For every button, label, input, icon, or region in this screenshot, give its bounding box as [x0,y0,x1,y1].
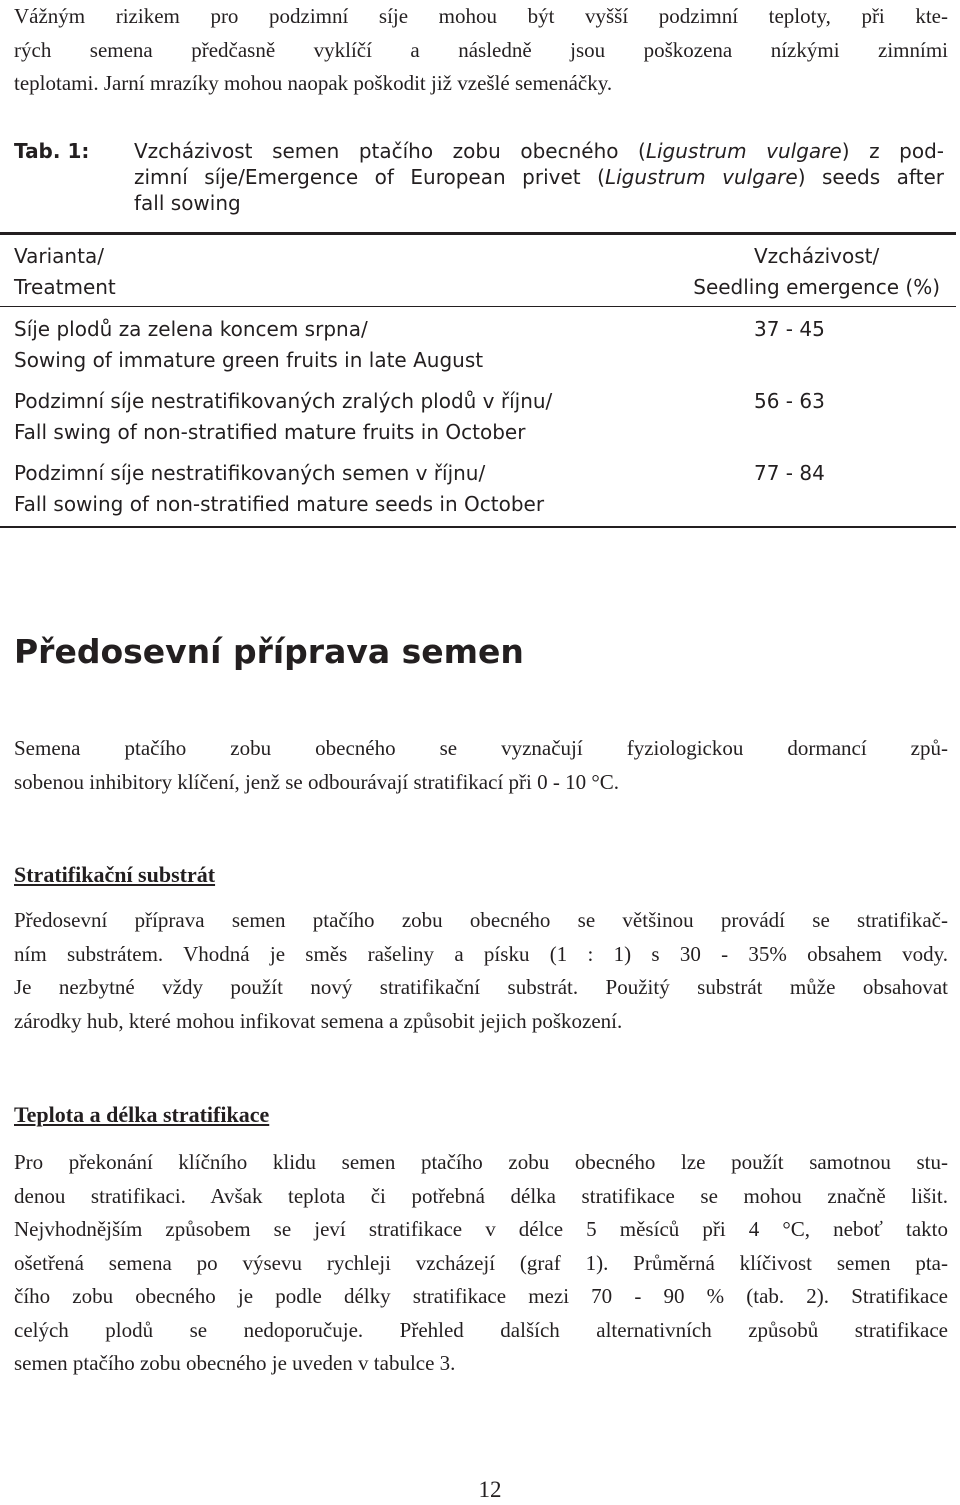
row-treatment: Síje plodů za zelena koncem srpna/ Sowing of immature green fruits in late August [14,317,484,372]
table-label: Tab. 1: [14,139,90,163]
table-top-rule [0,232,956,235]
text-line: Vážným rizikem pro podzimní síje mohou být vyšší podzimní teploty, při kte- [14,4,948,28]
row-treatment: Podzimní síje nestratifikovaných zralých plodů v říjnu/ Fall swing of non-stratified mature fruits in October [14,389,553,444]
table-header-rule [0,306,956,307]
subsection-paragraph [14,1146,948,1381]
text-line: rých semena předčasně vyklíčí a následně jsou poškozena nízkými zimními [14,37,948,62]
row-value: 37 - 45 [754,317,825,341]
section-title: Předosevní příprava semen [14,632,524,671]
table-header [14,241,956,303]
row-treatment: Podzimní síje nestratifikovaných semen v říjnu/ Fall sowing of non-stratified mature seeds in October [14,461,545,516]
subsection-heading: Stratifikační substrát [14,862,216,887]
subsection-heading: Teplota a délka stratifikace [14,1102,270,1127]
header-treatment: Varianta/ Treatment [14,244,116,299]
text-line: čího zobu obecného je podle délky stratifikace mezi 70 - 90 % (tab. 2). Stratifikace [14,1284,948,1308]
text-line: celých plodů se nedoporučuje. Přehled dalších alternativních způsobů stratifikace [14,1317,948,1342]
text-line: Nejvhodnějším způsobem se jeví stratifikace v délce 5 měsíců při 4 °C, neboť takto [14,1217,948,1241]
text-line: ošetřená semena po výsevu rychleji vzcházejí (graf 1). Průměrná klíčivost semen pta- [14,1250,948,1275]
row-value: 56 - 63 [754,389,825,413]
table-row [14,314,956,376]
caption-line: fall sowing [134,191,241,215]
text-line: teplotami. Jarní mrazíky mohou naopak poškodit již vzešlé semenáčky. [14,71,613,95]
text-line: Pro překonání klíčního klidu semen ptačího zobu obecného lze použít samotnou stu- [14,1150,948,1174]
row-value: 77 - 84 [754,461,825,485]
section-intro-paragraph [14,732,948,799]
subsection-paragraph [14,904,948,1038]
text-line: denou stratifikaci. Avšak teplota či potřebná délka stratifikace se mohou značně lišit. [14,1183,948,1208]
text-line: zárodky hub, které mohou infikovat semena a způsobit jejich poškození. [14,1008,623,1033]
text-line: Semena ptačího zobu obecného se vyznačují fyziologickou dormancí způ- [14,736,948,760]
text-line: sobenou inhibitory klíčení, jenž se odbourávají stratifikací při 0 - 10 °C. [14,769,620,794]
page-number: 12 [478,1477,502,1502]
text-line: semen ptačího zobu obecného je uveden v tabulce 3. [14,1351,456,1375]
caption-line: zimní síje/Emergence of European privet (Ligustrum vulgare) seeds after [134,165,944,189]
table-bottom-rule [0,526,956,528]
text-line: Je nezbytné vždy použít nový stratifikační substrát. Použitý substrát může obsahovat [14,975,948,999]
header-emergence: Vzcházivost/ Seedling emergence (%) [693,244,940,299]
table-caption [14,138,944,216]
text-line: Předosevní příprava semen ptačího zobu obecného se většinou provádí se stratifikač- [14,908,948,932]
caption-line: Vzcházivost semen ptačího zobu obecného (Ligustrum vulgare) z pod- [134,139,944,163]
species-name: Ligustrum vulgare [645,139,842,163]
text-line: ním substrátem. Vhodná je směs rašeliny a písku (1 : 1) s 30 - 35% obsahem vody. [14,941,948,966]
intro-paragraph [14,0,948,101]
table-row [14,386,956,448]
table-row [14,458,956,520]
species-name: Ligustrum vulgare [604,165,798,189]
